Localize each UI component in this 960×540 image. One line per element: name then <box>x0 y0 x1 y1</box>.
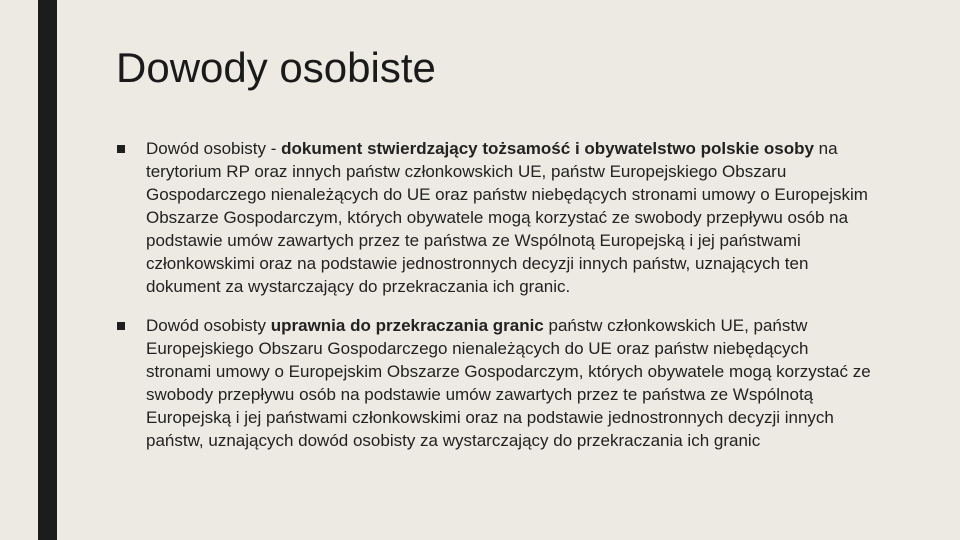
bullet-lead-text: Dowód osobisty - <box>146 139 282 158</box>
left-accent-bar <box>38 0 57 540</box>
bullet-item-border-crossing <box>116 314 876 452</box>
bullet-text <box>146 316 871 450</box>
square-bullet-icon <box>117 145 125 153</box>
bullet-emphasis-text: uprawnia do przekraczania granic <box>270 316 544 335</box>
bullet-item-identity-document <box>116 137 876 298</box>
bullet-rest-text: na terytorium RP oraz innych państw członkowskich UE, państw Europejskiego Obszaru Gospodarczego nienależących do UE oraz państw niebędących stronami umowy o Europejskim Obszarze Gospodarczym, których obywatele mogą korzystać ze swobody przepływu osób na podstawie umów zawartych przez te państwa ze Wspólnotą Europejską i jej państwami członkowskimi oraz na podstawie jednostronnych decyzji innych państw, uznających ten dokument za wystarczający do przekraczania ich granic. <box>146 139 868 296</box>
bullet-text <box>146 139 868 296</box>
square-bullet-icon <box>117 322 125 330</box>
bullet-lead-text: Dowód osobisty <box>146 316 271 335</box>
bullet-emphasis-text: dokument stwierdzający tożsamość i obywatelstwo polskie osoby <box>281 139 814 158</box>
bullet-rest-text: państw członkowskich UE, państw Europejskiego Obszaru Gospodarczego nienależących do UE oraz państw niebędących stronami umowy o Europejskim Obszarze Gospodarczym, których obywatele mogą korzystać ze swobody przepływu osób na podstawie umów zawartych przez te państwa ze Wspólnotą Europejską i jej państwami członkowskimi oraz na podstawie jednostronnych decyzji innych państw, uznających dowód osobisty za wystarczający do przekraczania ich granic <box>146 316 871 450</box>
bullet-list <box>116 137 876 452</box>
slide-title: Dowody osobiste <box>116 44 436 91</box>
